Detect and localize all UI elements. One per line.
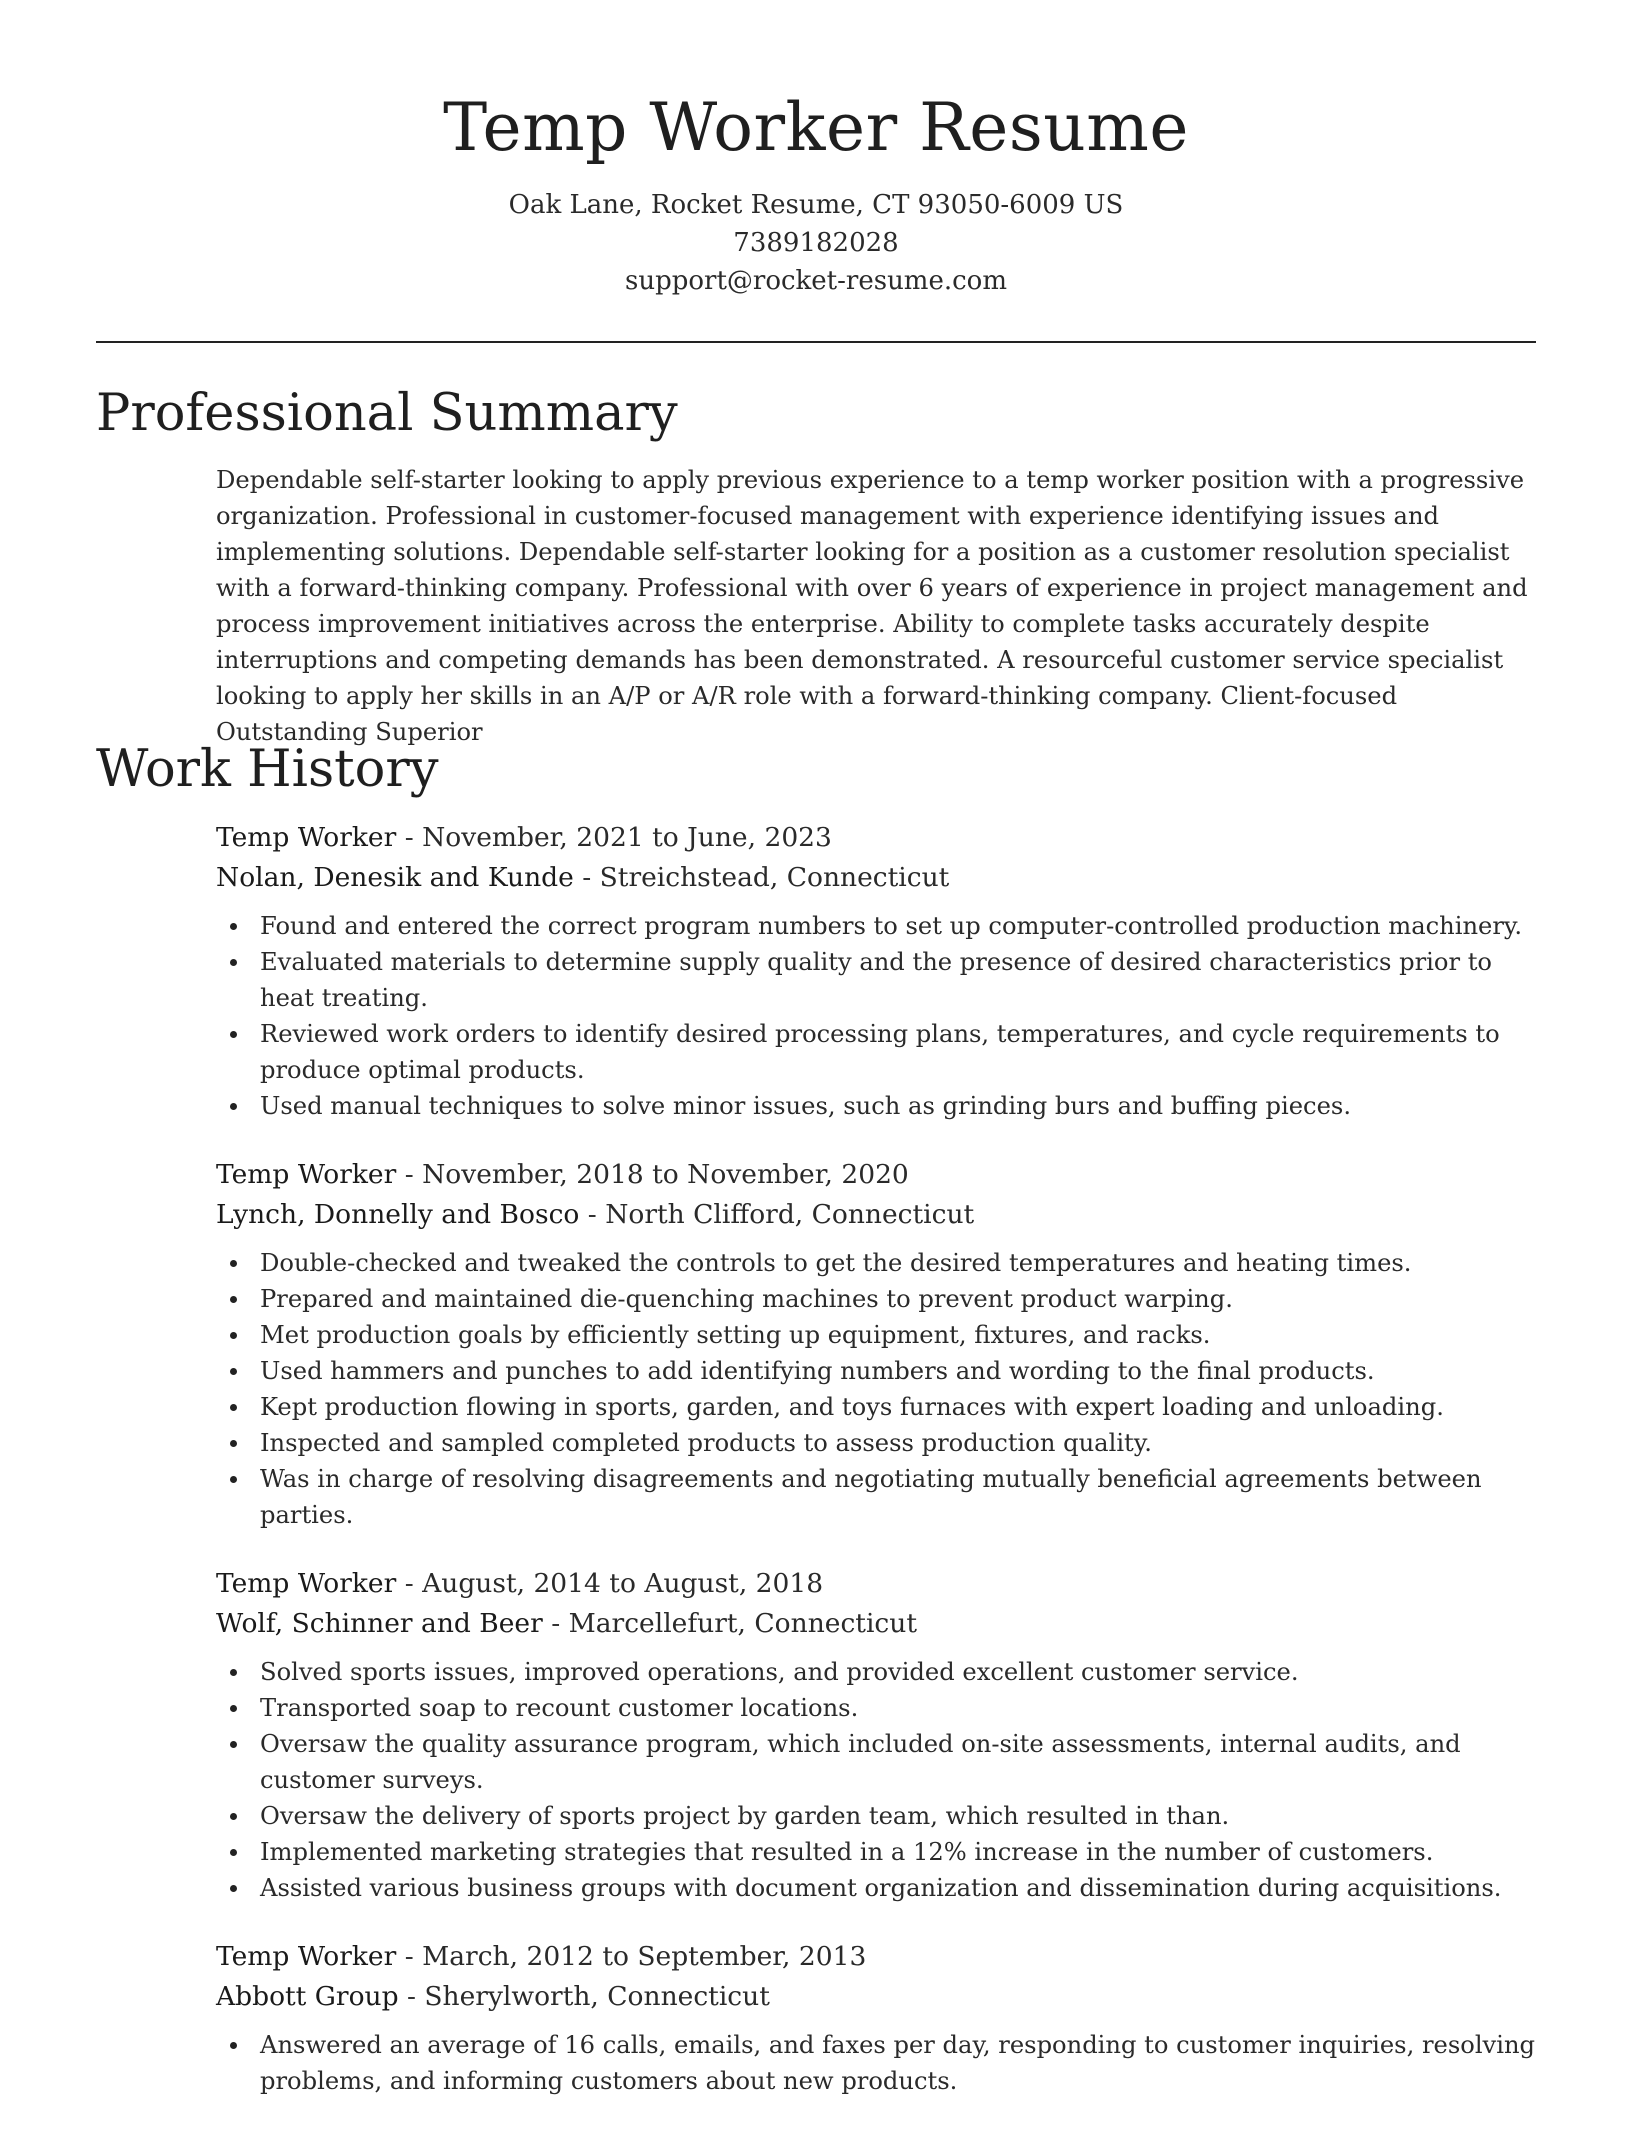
contact-address: Oak Lane, Rocket Resume, CT 93050-6009 US xyxy=(508,190,1124,220)
job-separator: - xyxy=(398,1981,425,2012)
job-separator: - xyxy=(573,862,600,893)
job-company: Abbott Group xyxy=(216,1981,399,2012)
job-bullet xyxy=(216,944,1540,1016)
job-bullet xyxy=(216,1088,1540,1124)
job-location: Sherylworth, Connecticut xyxy=(424,1981,770,2012)
job-bullet xyxy=(216,2027,1540,2099)
job-separator: - xyxy=(396,1941,423,1972)
bullet-dot-icon xyxy=(230,1813,237,1820)
job-title-line xyxy=(216,1937,1540,1977)
job-bullet-text: Double-checked and tweaked the controls to get the desired temperatures and heating times. xyxy=(260,1249,1412,1277)
summary-text: Dependable self-starter looking to apply previous experience to a temp worker position with a progressive organization. Professional in customer-focused management with experience identifying issues and implementing solutions. Dependable self-starter looking for a position as a customer resolution specialist with a forward-thinking company. Professional with over 6 years of experience in project management and process improvement initiatives across the enterprise. Ability to complete tasks accurately despite interruptions and competing demands has been demonstrated. A resourceful customer service specialist looking to apply her skills in an A/P or A/R role with a forward-thinking company. Client-focused Outstanding Superior xyxy=(216,466,1528,746)
job-separator: - xyxy=(542,1608,569,1639)
job-separator: - xyxy=(396,822,423,853)
job-bullet-list xyxy=(216,1654,1540,1906)
job-bullet-text: Evaluated materials to determine supply quality and the presence of desired characteristics prior to heat treating. xyxy=(260,948,1492,1012)
job-title: Temp Worker xyxy=(216,822,397,853)
job-dates: November, 2021 to June, 2023 xyxy=(422,822,832,853)
job-bullet-list xyxy=(216,908,1540,1124)
job-title: Temp Worker xyxy=(216,1159,397,1190)
job-company-line xyxy=(216,1195,1540,1235)
job-bullet-text: Answered an average of 16 calls, emails, and faxes per day, responding to customer inquiries, resolving problems, and informing customers about new products. xyxy=(260,2031,1536,2095)
bullet-dot-icon xyxy=(230,1440,237,1447)
job-company-line xyxy=(216,1604,1540,1644)
contact-email: support@rocket-resume.com xyxy=(624,266,1007,296)
job-bullet-text: Used manual techniques to solve minor issues, such as grinding burs and buffing pieces. xyxy=(260,1092,1352,1120)
job-bullet-list xyxy=(216,2027,1540,2099)
job-entry xyxy=(216,818,1540,1124)
job-bullet-text: Assisted various business groups with document organization and dissemination during acquisitions. xyxy=(260,1874,1502,1902)
bullet-dot-icon xyxy=(230,1368,237,1375)
job-dates: November, 2018 to November, 2020 xyxy=(422,1159,909,1190)
bullet-dot-icon xyxy=(230,1031,237,1038)
job-title: Temp Worker xyxy=(216,1568,397,1599)
job-bullet xyxy=(216,1654,1540,1690)
job-location: North Clifford, Connecticut xyxy=(605,1199,975,1230)
job-entry xyxy=(216,1155,1540,1533)
job-bullet xyxy=(216,908,1540,944)
job-bullet xyxy=(216,1461,1540,1533)
job-bullet-text: Was in charge of resolving disagreements and negotiating mutually beneficial agreements between parties. xyxy=(260,1465,1482,1529)
job-company: Nolan, Denesik and Kunde xyxy=(216,862,574,893)
job-bullet-text: Prepared and maintained die-quenching machines to prevent product warping. xyxy=(260,1285,1233,1313)
bullet-dot-icon xyxy=(230,959,237,966)
resume-title: Temp Worker Resume xyxy=(443,89,1189,166)
job-location: Streichstead, Connecticut xyxy=(599,862,950,893)
bullet-dot-icon xyxy=(230,1103,237,1110)
job-bullet-text: Inspected and sampled completed products to assess production quality. xyxy=(260,1429,1152,1457)
bullet-dot-icon xyxy=(230,1476,237,1483)
bullet-dot-icon xyxy=(230,1404,237,1411)
job-separator: - xyxy=(579,1199,606,1230)
job-bullet-text: Used hammers and punches to add identifying numbers and wording to the final products. xyxy=(260,1357,1375,1385)
job-bullet-text: Kept production flowing in sports, garden, and toys furnaces with expert loading and unloading. xyxy=(260,1393,1444,1421)
job-entry xyxy=(216,1564,1540,1906)
job-bullet-text: Implemented marketing strategies that resulted in a 12% increase in the number of customers. xyxy=(260,1838,1434,1866)
job-company: Wolf, Schinner and Beer xyxy=(216,1608,543,1639)
job-title-line xyxy=(216,1155,1540,1195)
bullet-dot-icon xyxy=(230,1332,237,1339)
job-bullet-text: Oversaw the delivery of sports project by garden team, which resulted in than. xyxy=(260,1802,1230,1830)
job-bullet xyxy=(216,1726,1540,1798)
bullet-dot-icon xyxy=(230,1296,237,1303)
resume-header xyxy=(0,0,1632,300)
job-bullet-text: Met production goals by efficiently setting up equipment, fixtures, and racks. xyxy=(260,1321,1211,1349)
bullet-dot-icon xyxy=(230,1705,237,1712)
job-separator: - xyxy=(396,1159,423,1190)
contact-block xyxy=(0,186,1632,300)
job-bullet xyxy=(216,1690,1540,1726)
contact-phone: 7389182028 xyxy=(733,228,899,258)
job-dates: August, 2014 to August, 2018 xyxy=(422,1568,824,1599)
work-history-heading: Work History xyxy=(96,740,439,799)
job-bullet-text: Solved sports issues, improved operations, and provided excellent customer service. xyxy=(260,1658,1299,1686)
job-separator: - xyxy=(396,1568,423,1599)
job-bullet-list xyxy=(216,1245,1540,1533)
job-bullet xyxy=(216,1281,1540,1317)
job-bullet xyxy=(216,1425,1540,1461)
job-bullet-text: Oversaw the quality assurance program, which included on-site assessments, internal audits, and customer surveys. xyxy=(260,1730,1461,1794)
job-company-line xyxy=(216,858,1540,898)
job-bullet-text: Reviewed work orders to identify desired processing plans, temperatures, and cycle requirements to produce optimal products. xyxy=(260,1020,1500,1084)
job-bullet-text: Transported soap to recount customer locations. xyxy=(260,1694,859,1722)
job-bullet-text: Found and entered the correct program numbers to set up computer-controlled production machinery. xyxy=(260,912,1523,940)
job-bullet xyxy=(216,1317,1540,1353)
bullet-dot-icon xyxy=(230,923,237,930)
job-bullet xyxy=(216,1389,1540,1425)
job-title: Temp Worker xyxy=(216,1941,397,1972)
job-title-line xyxy=(216,1564,1540,1604)
bullet-dot-icon xyxy=(230,2042,237,2049)
job-company: Lynch, Donnelly and Bosco xyxy=(216,1199,580,1230)
job-bullet xyxy=(216,1870,1540,1906)
bullet-dot-icon xyxy=(230,1260,237,1267)
bullet-dot-icon xyxy=(230,1741,237,1748)
job-bullet xyxy=(216,1353,1540,1389)
job-company-line xyxy=(216,1977,1540,2017)
bullet-dot-icon xyxy=(230,1849,237,1856)
job-bullet xyxy=(216,1834,1540,1870)
job-location: Marcellefurt, Connecticut xyxy=(568,1608,917,1639)
job-title-line xyxy=(216,818,1540,858)
job-bullet xyxy=(216,1798,1540,1834)
job-bullet xyxy=(216,1245,1540,1281)
bullet-dot-icon xyxy=(230,1669,237,1676)
summary-heading: Professional Summary xyxy=(96,384,678,443)
job-bullet xyxy=(216,1016,1540,1088)
job-list xyxy=(216,818,1540,2130)
header-divider xyxy=(96,341,1536,343)
job-dates: March, 2012 to September, 2013 xyxy=(422,1941,867,1972)
job-entry xyxy=(216,1937,1540,2099)
bullet-dot-icon xyxy=(230,1885,237,1892)
